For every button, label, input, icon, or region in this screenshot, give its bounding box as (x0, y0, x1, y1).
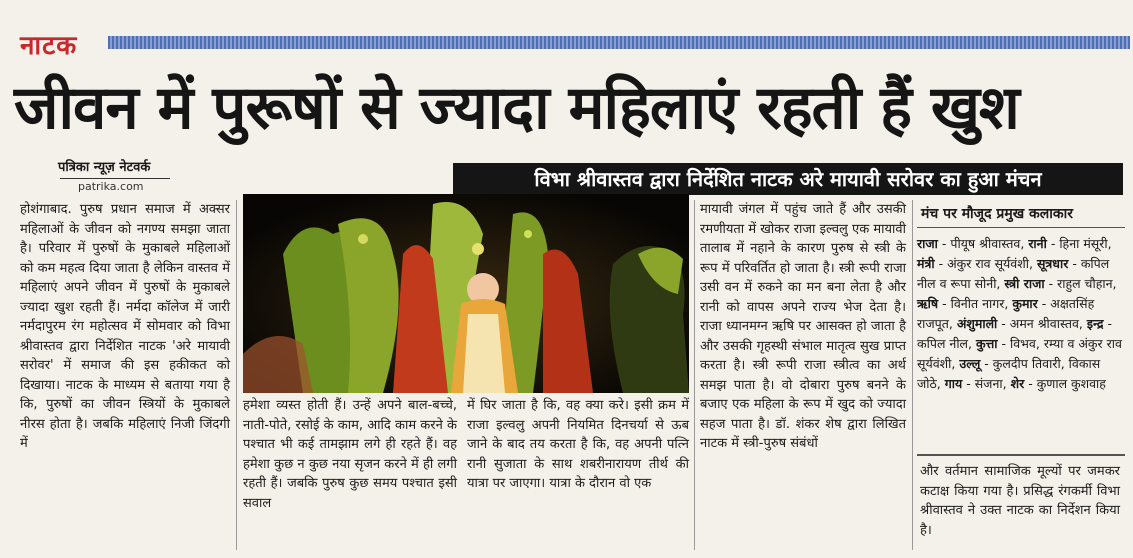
cast-role: ऋषि (917, 296, 939, 311)
cast-bottom-divider (917, 454, 1125, 456)
cast-role: कुमार (1012, 296, 1038, 311)
cast-role: अंशुमाली (956, 316, 998, 331)
column-divider (236, 200, 237, 550)
stage-photo-graphic (243, 194, 689, 393)
cast-actor: कुलदीप तिवारी, विकास जोठे, (917, 356, 1101, 391)
cast-actor: अमन श्रीवास्तव, (1009, 316, 1083, 331)
cast-role: गाय (944, 376, 963, 391)
cast-actor: संजना, (974, 376, 1007, 391)
cast-actor: विभव, रम्या व अंकुर राव सूर्यवंशी, (917, 336, 1122, 371)
cast-box (917, 200, 1125, 452)
photo-caption: विभा श्रीवास्तव द्वारा निर्देशित नाटक अरे मायावी सरोवर का हुआ मंचन (453, 163, 1123, 195)
cast-role: सूत्रधार (1036, 256, 1069, 271)
article-column-2 (243, 396, 457, 513)
headline: जीवन में पुरूषों से ज्यादा महिलाएं रहती हैं खुश (14, 73, 1019, 143)
cast-actor: कपिल नील व रूपा सोनी, (917, 256, 1110, 291)
article-column-4 (700, 200, 906, 454)
cast-actor: अक्षतसिंह राजपूत, (917, 296, 1095, 331)
article-text: होशंगाबाद. पुरुष प्रधान समाज में अक्सर महिलाओं के जीवन को नगण्य समझा जाता है। परिवार में पुरुषों के मुकाबले महिलाओं को कम महत्व दिया जाता है लेकिन वास्तव में महिलाएं अपने जीवन में पुरुषों के मुकाबले ज्यादा खुश रहती हैं। नर्मदा कॉलेज में जारी नर्मदापुरम रंग महोत्सव में सोमवार को विभा श्रीवास्तव द्वारा निर्देशित नाटक 'अरे मायावी सरोवर' में समाज की इस हकीकत को दिखाया। नाटक के माध्यम से बताया गया है कि, पुरुषों का जीवन स्त्रियों के मुकाबले नीरस होता है। जबकि महिलाएं निजी जिंदगी में (20, 202, 230, 451)
column-divider (694, 200, 695, 550)
byline-site: patrika.com (78, 180, 144, 193)
byline-divider (60, 178, 170, 179)
cast-divider (917, 227, 1125, 228)
cast-role: राजा (917, 236, 938, 251)
cast-actor: अंकुर राव सूर्यवंशी, (947, 256, 1033, 271)
cast-actor: हिना मंसूरी, (1059, 236, 1112, 251)
article-column-5 (920, 462, 1120, 540)
stage-photo (243, 194, 689, 393)
article-text: और वर्तमान सामाजिक मूल्यों पर जमकर कटाक्ष किया गया है। प्रसिद्ध रंगकर्मी विभा श्रीवास्तव ने उक्त नाटक का निर्देशन किया है। (920, 464, 1120, 538)
cast-title: मंच पर मौजूद प्रमुख कलाकार (921, 206, 1074, 222)
cast-role: उल्लू (959, 356, 981, 371)
cast-role: रानी (1028, 236, 1047, 251)
cast-role: स्त्री राजा (1004, 276, 1045, 291)
cast-list: राजा - पीयूष श्रीवास्तव, रानी - हिना मंसूरी, मंत्री - अंकुर राव सूर्यवंशी, सूत्रधार - कपिल नील व रूपा सोनी, स्त्री राजा - राहुल चौहान, ऋषि - विनीत नागर, कुमार - अक्षतसिंह राजपूत, अंशुमाली - अमन श्रीवास्तव, इन्द्र - कपिल नील, कुत्ता - विभव, रम्या व अंकुर राव सूर्यवंशी, उल्लू - कुलदीप तिवारी, विकास जोठे, गाय - संजना, शेर - कुणाल कुशवाह (917, 236, 1122, 391)
cast-actor: कपिल नील, (917, 336, 973, 351)
column-divider (912, 200, 913, 550)
article-column-1 (20, 200, 230, 454)
byline-agency: पत्रिका न्यूज़ नेटवर्क (58, 160, 151, 175)
cast-role: शेर (1010, 376, 1025, 391)
article-text: हमेशा व्यस्त होती हैं। उन्हें अपने बाल-बच्चे, नाती-पोते, रसोई के काम, आदि काम करने के पश्चात भी कई तामझाम लगे ही रहते हैं। वह हमेशा कुछ न कुछ नया सृजन करने में ही लगी रहती हैं। जबकि पुरुष कुछ समय पश्चात इसी सवाल (243, 398, 457, 511)
section-tag: नाटक (20, 31, 78, 61)
cast-actor: राहुल चौहान, (1057, 276, 1117, 291)
section-stripe (108, 36, 1130, 49)
article-text: मायावी जंगल में पहुंच जाते हैं और उसकी रमणीयता में खोकर राजा इल्वलु एक मायावी तालाब में नहाने के कारण पुरुष से स्त्री के रूप में परिवर्तित हो जाता है। स्त्री रूपी राजा उसी वन में रुकने का मन बना लेता है और रानी को वापस अपने राज्य भेज देता है। राजा ध्यानमग्न ऋषि पर आसक्त हो जाता है और उसकी गृहस्थी संभाल मातृत्व सुख प्राप्त करता है। स्त्री रूपी राजा स्त्रीत्व का अर्थ समझ पाता है। वो दोबारा पुरुष बनने के बजाए एक महिला के रूप में खुद को ज्यादा सहज पाता है। डॉ. शंकर शेष द्वारा लिखित नाटक में स्त्री-पुरुष संबंधों (700, 202, 906, 451)
cast-role: इन्द्र (1086, 316, 1104, 331)
article-text: में घिर जाता है कि, वह क्या करे। इसी क्रम में राजा इल्वलु अपनी नियमित दिनचर्या से ऊब जाने के बाद तय करता है कि, वह अपनी पत्नि रानी सुजाता के साथ शबरीनारायण तीर्थ की यात्रा पर जाएगा। यात्रा के दौरान वो एक (467, 398, 689, 491)
cast-actor: पीयूष श्रीवास्तव, (950, 236, 1025, 251)
cast-role: कुत्ता (976, 336, 998, 351)
cast-role: मंत्री (917, 256, 935, 271)
article-column-3 (467, 396, 689, 494)
cast-actor: कुणाल कुशवाह (1036, 376, 1106, 391)
cast-actor: विनीत नागर, (950, 296, 1009, 311)
